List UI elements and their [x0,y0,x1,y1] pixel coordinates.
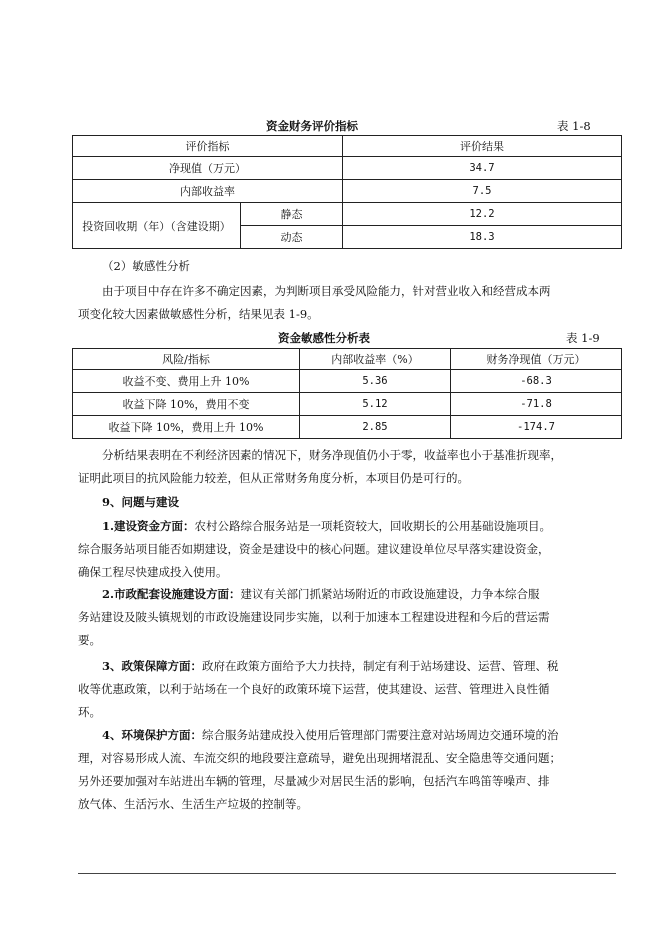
text-line: 确保工程尽快建成投入使用。 [78,565,228,579]
table-row [73,157,622,180]
static-label-cell: 静态 [241,203,343,226]
text-line [78,655,618,678]
header-cell: 财务净现值（万元） [451,349,622,370]
text-line: 另外还要加强对车站进出车辆的管理，尽量减少对居民生活的影响，包括汽车鸣笛等噪声、排 [78,774,550,788]
sensitivity-heading: （2）敏感性分析 [102,259,190,273]
item-title: 2.市政配套设施建设方面： [102,587,241,601]
item-text: 建议有关部门抓紧站场附近的市政设施建设，力争本综合服 [240,587,540,601]
irr-cell: 5.12 [300,393,451,416]
irr-cell: 2.85 [300,416,451,439]
text-line [78,583,618,606]
indicator-cell: 内部收益率 [73,180,343,203]
indicator-cell: 净现值（万元） [73,157,343,180]
item-title: 3、政策保障方面： [102,659,203,673]
text-line: 综合服务站项目能否如期建设，资金是建设中的核心问题。建议建设单位尽早落实建设资金， [78,542,550,556]
suggestion-item-3 [78,655,618,724]
text-line: 放气体、生活污水、生活生产垃圾的控制等。 [78,797,308,811]
irr-cell: 5.36 [300,370,451,393]
header-cell: 风险/指标 [73,349,300,370]
footer-divider [78,873,616,874]
dynamic-label-cell: 动态 [241,226,343,249]
risk-cell: 收益下降 10%，费用上升 10% [73,416,300,439]
header-cell: 评价指标 [73,136,343,157]
suggestion-item-4 [78,724,618,816]
risk-cell: 收益下降 10%，费用不变 [73,393,300,416]
item-title: 1.建设资金方面： [102,519,195,533]
text-line [78,515,618,538]
text-line: 证明此项目的抗风险能力较差，但从正常财务角度分析，本项目仍是可行的。 [78,471,469,485]
text-line [78,724,618,747]
section-heading: 9、问题与建设 [102,495,180,509]
npv-cell: -68.3 [451,370,622,393]
npv-cell: -174.7 [451,416,622,439]
suggestion-item-2 [78,583,618,652]
text-line: 收等优惠政策，以利于站场在一个良好的政策环境下运营，使其建设、运营、管理进入良性循 [78,682,550,696]
item-title: 4、环境保护方面： [102,728,203,742]
text-line: 理，对容易形成人流、车流交织的地段要注意疏导，避免出现拥堵混乱、安全隐患等交通问题； [78,751,561,765]
table-row [73,416,622,439]
conclusion-paragraph [78,444,618,490]
dynamic-value-cell: 18.3 [343,226,622,249]
table1-title: 资金财务评价指标 [266,119,358,133]
table-row [73,203,622,226]
suggestion-item-1 [78,515,618,584]
payback-period-cell: 投资回收期（年）（含建设期） [73,203,241,249]
item-text: 综合服务站建成投入使用后管理部门需要注意对站场周边交通环境的治 [202,728,559,742]
header-cell: 评价结果 [343,136,622,157]
text-line: 由于项目中存在许多不确定因素，为判断项目承受风险能力，针对营业收入和经营成本两 [102,284,551,298]
header-cell: 内部收益率（%） [300,349,451,370]
risk-cell: 收益不变、费用上升 10% [73,370,300,393]
financial-evaluation-table [72,135,622,249]
value-cell: 34.7 [343,157,622,180]
text-line: 环。 [78,705,101,719]
text-line: 分析结果表明在不利经济因素的情况下，财务净现值仍小于零，收益率也小于基准折现率， [102,448,562,462]
item-text: 政府在政策方面给予大力扶持，制定有利于站场建设、运营、管理、税 [202,659,559,673]
sensitivity-intro [78,280,618,326]
table-header-row [73,136,622,157]
table1-label: 表 1-8 [557,119,591,133]
text-line: 务站建设及陂头镇规划的市政设施建设同步实施，以利于加速本工程建设进程和今后的营运需 [78,610,550,624]
sensitivity-table [72,348,622,439]
npv-cell: -71.8 [451,393,622,416]
text-line: 项变化较大因素做敏感性分析，结果见表 1-9。 [78,307,319,321]
table2-label: 表 1-9 [566,331,600,345]
table2-title: 资金敏感性分析表 [278,331,370,345]
table-row [73,370,622,393]
table-row [73,393,622,416]
table-header-row [73,349,622,370]
value-cell: 7.5 [343,180,622,203]
static-value-cell: 12.2 [343,203,622,226]
item-text: 农村公路综合服务站是一项耗资较大，回收期长的公用基础设施项目。 [194,519,552,533]
table-row [73,180,622,203]
text-line: 要。 [78,633,101,647]
